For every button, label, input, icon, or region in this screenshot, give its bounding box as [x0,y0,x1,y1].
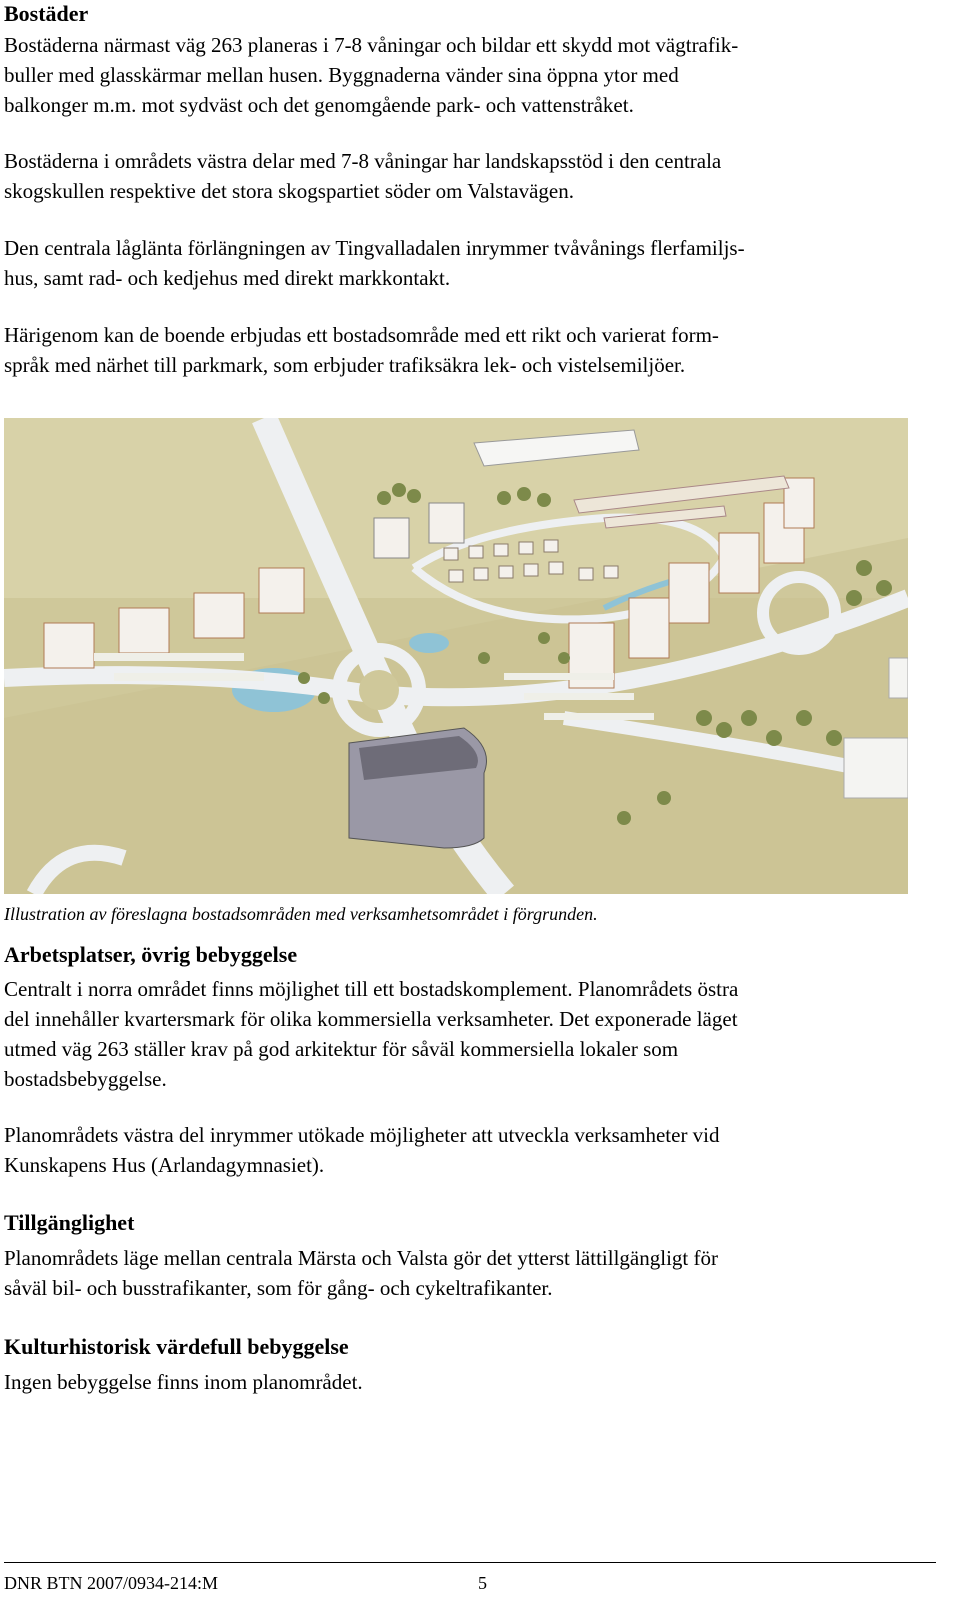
text-line: Ingen bebyggelse finns inom planområdet. [4,1370,363,1394]
page-number: 5 [478,1573,487,1593]
section-bostader [4,0,904,28]
text-line: buller med glasskärmar mellan husen. Byggnaderna vänder sina öppna ytor med [4,63,679,87]
text-line: Planområdets läge mellan centrala Märsta och Valsta gör det ytterst lättillgängligt för [4,1246,718,1270]
document-id: DNR BTN 2007/0934-214:M [4,1573,219,1593]
text-line: balkonger m.m. mot sydväst och det genomgående park- och vattenstråket. [4,93,634,117]
paragraph [4,146,904,206]
paragraph [4,233,904,293]
text-line: skogskullen respektive det stora skogspartiet söder om Valstavägen. [4,179,574,203]
paragraph [4,1367,904,1397]
text-line: Den centrala låglänta förlängningen av Tingvalladalen inrymmer tvåvånings flerfamiljs- [4,236,745,260]
text-line: del innehåller kvartersmark för olika kommersiella verksamheter. Det exponerade läget [4,1007,738,1031]
text-line: språk med närhet till parkmark, som erbjuder trafiksäkra lek- och vistelsemiljöer. [4,353,686,377]
text-line: hus, samt rad- och kedjehus med direkt markkontakt. [4,266,451,290]
text-line: Planområdets västra del inrymmer utökade möjligheter att utveckla verksamheter vid [4,1123,720,1147]
text-line: såväl bil- och busstrafikanter, som för gång- och cykeltrafikanter. [4,1276,553,1300]
text-line: Kunskapens Hus (Arlandagymnasiet). [4,1153,325,1177]
text-line: bostadsbebyggelse. [4,1067,167,1091]
section-tillganglighet [4,1209,904,1237]
paragraph [4,974,904,1094]
figure-caption: Illustration av föreslagna bostadsområden med verksamhetsområdet i förgrunden. [4,904,598,924]
paragraph [4,320,904,380]
section-heading: Bostäder [4,1,89,26]
section-heading: Arbetsplatser, övrig bebyggelse [4,942,298,967]
text-line: utmed väg 263 ställer krav på god arkitektur för såväl kommersiella lokaler som [4,1037,679,1061]
footer-rule [4,1562,936,1563]
section-heading: Tillgänglighet [4,1210,135,1235]
section-heading: Kulturhistorisk värdefull bebyggelse [4,1334,349,1359]
section-arbetsplatser [4,941,904,969]
paragraph [4,1120,904,1180]
text-line: Härigenom kan de boende erbjudas ett bostadsområde med ett rikt och varierat form- [4,323,719,347]
paragraph [4,1243,904,1303]
section-kulturhistorisk [4,1333,904,1361]
paragraph [4,30,904,120]
text-line: Centralt i norra området finns möjlighet till ett bostadskomplement. Planområdets östra [4,977,739,1001]
text-line: Bostäderna i områdets västra delar med 7-8 våningar har landskapsstöd i den centrala [4,149,722,173]
text-line: Bostäderna närmast väg 263 planeras i 7-8 våningar och bildar ett skydd mot vägtrafik- [4,33,739,57]
site-illustration [4,418,908,894]
